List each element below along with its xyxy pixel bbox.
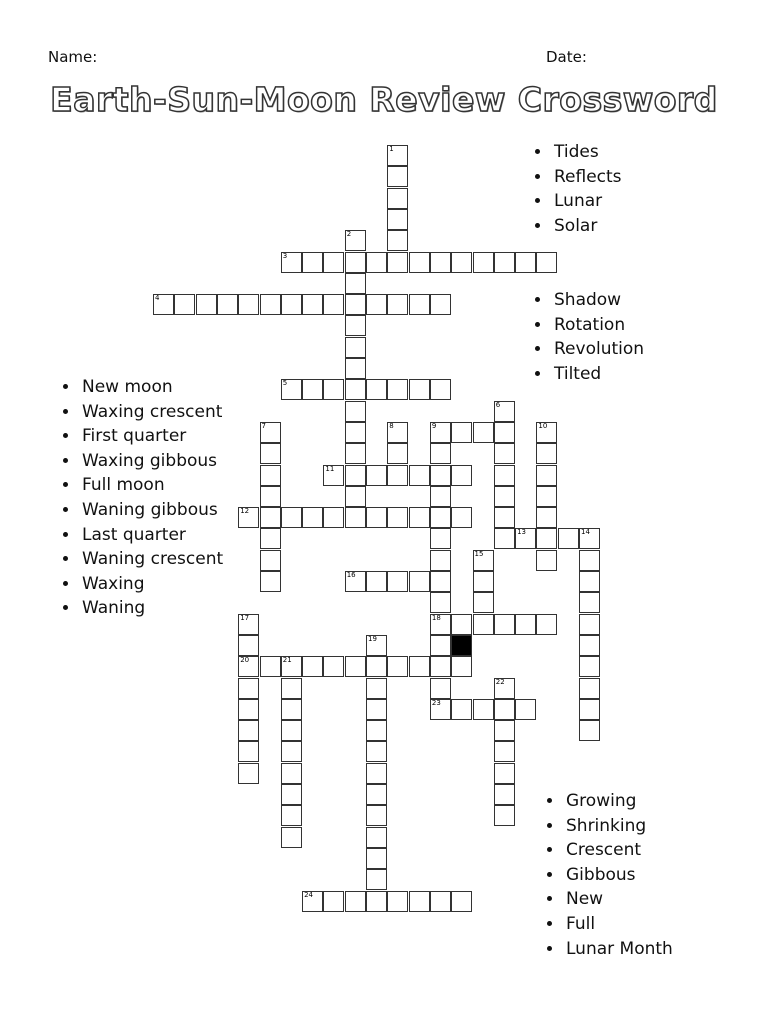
grid-cell[interactable]: [579, 699, 600, 720]
grid-cell[interactable]: [536, 422, 557, 443]
grid-cell[interactable]: [536, 252, 557, 273]
clue-number: 1: [389, 145, 394, 153]
grid-cell[interactable]: [494, 465, 515, 486]
clue-number: 8: [389, 421, 394, 430]
grid-cell[interactable]: [451, 614, 472, 635]
grid-cell[interactable]: [345, 443, 366, 464]
grid-cell[interactable]: [494, 784, 515, 805]
grid-cell[interactable]: [281, 699, 302, 720]
grid-cell[interactable]: [281, 507, 302, 528]
grid-cell[interactable]: [387, 507, 408, 528]
grid-cell[interactable]: [345, 571, 366, 592]
grid-cell[interactable]: [430, 614, 451, 635]
grid-cell[interactable]: [366, 571, 387, 592]
grid-cell[interactable]: [409, 294, 430, 315]
clue-number: 13: [517, 528, 527, 537]
grid-cell[interactable]: [345, 891, 366, 912]
grid-cell[interactable]: [260, 571, 281, 592]
grid-cell[interactable]: [430, 486, 451, 507]
grid-cell[interactable]: [579, 656, 600, 677]
grid-cell[interactable]: [345, 401, 366, 422]
grid-cell[interactable]: [515, 528, 536, 549]
grid-cell[interactable]: [494, 614, 515, 635]
grid-cell[interactable]: [366, 763, 387, 784]
word-bank-item: • Waxing crescent: [80, 400, 223, 425]
grid-cell[interactable]: [238, 614, 259, 635]
word-bank-item: • New moon: [80, 375, 223, 400]
grid-cell[interactable]: [281, 678, 302, 699]
grid-cell[interactable]: [387, 294, 408, 315]
grid-cell[interactable]: [366, 465, 387, 486]
clue-number: 19: [368, 634, 377, 643]
word-bank-item: • Waning: [80, 596, 223, 621]
clue-number: 16: [346, 571, 356, 579]
grid-cell[interactable]: [494, 763, 515, 784]
grid-cell[interactable]: [196, 294, 217, 315]
grid-cell[interactable]: [536, 507, 557, 528]
grid-cell[interactable]: [281, 741, 302, 762]
grid-cell[interactable]: [366, 891, 387, 912]
word-bank-item: • Full moon: [80, 473, 223, 498]
grid-cell[interactable]: [409, 465, 430, 486]
grid-cell[interactable]: [430, 465, 451, 486]
grid-cell[interactable]: [579, 720, 600, 741]
grid-cell[interactable]: [430, 656, 451, 677]
grid-cell[interactable]: [409, 379, 430, 400]
clue-number: 5: [282, 379, 288, 388]
grid-cell[interactable]: [323, 379, 344, 400]
grid-cell[interactable]: [494, 528, 515, 549]
word-bank-2: [528, 288, 644, 386]
grid-cell[interactable]: [366, 869, 387, 890]
grid-cell[interactable]: [302, 252, 323, 273]
grid-cell[interactable]: [345, 379, 366, 400]
grid-cell[interactable]: [238, 294, 259, 315]
grid-cell[interactable]: [451, 422, 472, 443]
grid-cell[interactable]: [260, 528, 281, 549]
grid-cell[interactable]: [323, 294, 344, 315]
grid-cell[interactable]: [345, 465, 366, 486]
word-bank-item: • Revolution: [552, 337, 644, 362]
grid-cell[interactable]: [579, 528, 600, 549]
grid-cell[interactable]: [515, 699, 536, 720]
grid-cell[interactable]: [323, 465, 344, 486]
grid-cell[interactable]: [238, 507, 259, 528]
grid-cell[interactable]: [302, 656, 323, 677]
grid-cell[interactable]: [174, 294, 195, 315]
grid-cell[interactable]: [536, 486, 557, 507]
grid-cell[interactable]: [387, 465, 408, 486]
page-title: Earth-Sun-Moon Review Crossword: [50, 80, 718, 119]
grid-cell[interactable]: [430, 422, 451, 443]
grid-cell[interactable]: [366, 507, 387, 528]
grid-cell[interactable]: [302, 294, 323, 315]
grid-cell[interactable]: [536, 614, 557, 635]
grid-cell[interactable]: [451, 891, 472, 912]
word-bank-item: • First quarter: [80, 424, 223, 449]
grid-cell[interactable]: [366, 252, 387, 273]
word-bank-item: • Waxing gibbous: [80, 449, 223, 474]
grid-cell[interactable]: [345, 358, 366, 379]
word-bank-item: • Solar: [552, 214, 622, 239]
clue-number: 18: [431, 613, 441, 622]
clue-number: 12: [240, 507, 250, 516]
grid-cell[interactable]: [494, 422, 515, 443]
grid-cell[interactable]: [238, 699, 259, 720]
grid-cell[interactable]: [430, 571, 451, 592]
grid-cell[interactable]: [387, 209, 408, 230]
grid-cell[interactable]: [238, 741, 259, 762]
grid-cell[interactable]: [302, 507, 323, 528]
name-label: Name:: [48, 48, 98, 66]
grid-cell[interactable]: [430, 507, 451, 528]
clue-number: 20: [240, 656, 250, 665]
grid-cell[interactable]: [366, 379, 387, 400]
grid-cell[interactable]: [323, 252, 344, 273]
grid-cell[interactable]: [579, 635, 600, 656]
grid-cell[interactable]: [238, 635, 259, 656]
grid-cell[interactable]: [260, 443, 281, 464]
grid-cell[interactable]: [387, 379, 408, 400]
grid-cell[interactable]: [451, 507, 472, 528]
grid-cell[interactable]: [366, 741, 387, 762]
grid-cell[interactable]: [345, 273, 366, 294]
grid-cell[interactable]: [366, 294, 387, 315]
grid-cell[interactable]: [430, 379, 451, 400]
word-bank-item: • Crescent: [564, 838, 673, 863]
clue-number: 15: [474, 549, 484, 558]
grid-cell[interactable]: [345, 656, 366, 677]
grid-cell[interactable]: [366, 656, 387, 677]
word-bank-item: • Shadow: [552, 288, 644, 313]
grid-cell[interactable]: [345, 486, 366, 507]
black-cell: [451, 635, 472, 656]
grid-cell[interactable]: [536, 528, 557, 549]
grid-cell[interactable]: [238, 763, 259, 784]
word-bank-item: • Shrinking: [564, 814, 673, 839]
grid-cell[interactable]: [409, 507, 430, 528]
grid-cell[interactable]: [536, 550, 557, 571]
grid-cell[interactable]: [430, 528, 451, 549]
grid-cell[interactable]: [302, 379, 323, 400]
grid-cell[interactable]: [387, 422, 408, 443]
grid-cell[interactable]: [536, 443, 557, 464]
grid-cell[interactable]: [281, 294, 302, 315]
grid-cell[interactable]: [451, 252, 472, 273]
grid-cell[interactable]: [387, 252, 408, 273]
grid-cell[interactable]: [494, 486, 515, 507]
clue-number: 21: [282, 656, 292, 665]
grid-cell[interactable]: [494, 252, 515, 273]
grid-cell[interactable]: [451, 699, 472, 720]
grid-cell[interactable]: [515, 614, 536, 635]
clue-number: 6: [495, 400, 501, 409]
grid-cell[interactable]: [281, 656, 302, 677]
grid-cell[interactable]: [451, 465, 472, 486]
clue-number: 24: [304, 890, 314, 899]
grid-cell[interactable]: [260, 550, 281, 571]
grid-cell[interactable]: [238, 720, 259, 741]
grid-cell[interactable]: [430, 550, 451, 571]
grid-cell[interactable]: [281, 805, 302, 826]
grid-cell[interactable]: [387, 188, 408, 209]
grid-cell[interactable]: [409, 656, 430, 677]
grid-cell[interactable]: [323, 507, 344, 528]
grid-cell[interactable]: [387, 443, 408, 464]
grid-cell[interactable]: [473, 614, 494, 635]
word-bank-item: • Growing: [564, 789, 673, 814]
grid-cell[interactable]: [366, 635, 387, 656]
word-bank-item: • Waning gibbous: [80, 498, 223, 523]
grid-cell[interactable]: [430, 678, 451, 699]
grid-cell[interactable]: [238, 678, 259, 699]
grid-cell[interactable]: [494, 507, 515, 528]
grid-cell[interactable]: [302, 891, 323, 912]
grid-cell[interactable]: [366, 848, 387, 869]
word-bank-item: • Lunar Month: [564, 937, 673, 962]
grid-cell[interactable]: [579, 550, 600, 571]
grid-cell[interactable]: [473, 252, 494, 273]
clue-number: 11: [325, 464, 335, 473]
clue-number: 4: [155, 294, 160, 303]
grid-cell[interactable]: [451, 656, 472, 677]
word-bank-item: • New: [564, 887, 673, 912]
grid-cell[interactable]: [345, 230, 366, 251]
grid-cell[interactable]: [260, 507, 281, 528]
grid-cell[interactable]: [473, 550, 494, 571]
word-bank-3: [56, 375, 223, 621]
word-bank-item: • Tides: [552, 140, 622, 165]
grid-cell[interactable]: [345, 507, 366, 528]
grid-cell[interactable]: [515, 252, 536, 273]
word-bank-item: • Lunar: [552, 189, 622, 214]
grid-cell[interactable]: [494, 678, 515, 699]
grid-cell[interactable]: [281, 252, 302, 273]
grid-cell[interactable]: [366, 699, 387, 720]
grid-cell[interactable]: [387, 145, 408, 166]
word-bank-item: • Tilted: [552, 362, 644, 387]
word-bank-item: • Waning crescent: [80, 547, 223, 572]
grid-cell[interactable]: [409, 252, 430, 273]
grid-cell[interactable]: [260, 656, 281, 677]
grid-cell[interactable]: [281, 379, 302, 400]
grid-cell[interactable]: [238, 656, 259, 677]
grid-cell[interactable]: [494, 401, 515, 422]
grid-cell[interactable]: [345, 252, 366, 273]
word-bank-4: [540, 789, 673, 961]
clue-number: 22: [495, 677, 505, 686]
grid-cell[interactable]: [281, 784, 302, 805]
grid-cell[interactable]: [473, 571, 494, 592]
clue-number: 10: [538, 421, 548, 430]
grid-cell[interactable]: [323, 656, 344, 677]
grid-cell[interactable]: [260, 294, 281, 315]
clue-number: 23: [431, 698, 441, 707]
grid-cell[interactable]: [366, 805, 387, 826]
clue-number: 17: [240, 613, 250, 622]
grid-cell[interactable]: [345, 337, 366, 358]
grid-cell[interactable]: [260, 465, 281, 486]
grid-cell[interactable]: [366, 784, 387, 805]
grid-cell[interactable]: [430, 891, 451, 912]
grid-cell[interactable]: [494, 720, 515, 741]
grid-cell[interactable]: [430, 699, 451, 720]
clue-number: 2: [346, 230, 352, 239]
grid-cell[interactable]: [345, 294, 366, 315]
grid-cell[interactable]: [430, 443, 451, 464]
grid-cell[interactable]: [387, 230, 408, 251]
grid-cell[interactable]: [579, 571, 600, 592]
word-bank-item: • Last quarter: [80, 523, 223, 548]
word-bank-item: • Gibbous: [564, 863, 673, 888]
grid-cell[interactable]: [473, 422, 494, 443]
grid-cell[interactable]: [430, 635, 451, 656]
grid-cell[interactable]: [494, 805, 515, 826]
grid-cell[interactable]: [494, 443, 515, 464]
grid-cell[interactable]: [260, 422, 281, 443]
grid-cell[interactable]: [217, 294, 238, 315]
grid-cell[interactable]: [153, 294, 174, 315]
grid-cell[interactable]: [409, 571, 430, 592]
word-bank-item: • Reflects: [552, 165, 622, 190]
grid-cell[interactable]: [387, 166, 408, 187]
grid-cell[interactable]: [387, 571, 408, 592]
grid-cell[interactable]: [430, 592, 451, 613]
grid-cell[interactable]: [473, 592, 494, 613]
word-bank-item: • Waxing: [80, 572, 223, 597]
grid-cell[interactable]: [387, 656, 408, 677]
grid-cell[interactable]: [345, 422, 366, 443]
grid-cell[interactable]: [494, 699, 515, 720]
grid-cell[interactable]: [366, 827, 387, 848]
date-label: Date:: [546, 48, 587, 66]
grid-cell[interactable]: [345, 315, 366, 336]
grid-cell[interactable]: [281, 720, 302, 741]
clue-number: 7: [261, 421, 266, 430]
grid-cell[interactable]: [323, 891, 344, 912]
grid-cell[interactable]: [473, 699, 494, 720]
grid-cell[interactable]: [494, 741, 515, 762]
grid-cell[interactable]: [409, 891, 430, 912]
clue-number: 14: [581, 528, 590, 537]
word-bank-item: • Full: [564, 912, 673, 937]
grid-cell[interactable]: [387, 891, 408, 912]
clue-number: 9: [431, 421, 437, 430]
grid-cell[interactable]: [366, 720, 387, 741]
grid-cell[interactable]: [579, 678, 600, 699]
grid-cell[interactable]: [558, 528, 579, 549]
grid-cell[interactable]: [579, 592, 600, 613]
grid-cell[interactable]: [281, 763, 302, 784]
grid-cell[interactable]: [536, 465, 557, 486]
grid-cell[interactable]: [281, 827, 302, 848]
grid-cell[interactable]: [579, 614, 600, 635]
grid-cell[interactable]: [366, 678, 387, 699]
grid-cell[interactable]: [430, 252, 451, 273]
grid-cell[interactable]: [430, 294, 451, 315]
grid-cell[interactable]: [260, 486, 281, 507]
clue-number: 3: [282, 251, 288, 260]
word-bank-item: • Rotation: [552, 313, 644, 338]
word-bank-1: [528, 140, 622, 238]
